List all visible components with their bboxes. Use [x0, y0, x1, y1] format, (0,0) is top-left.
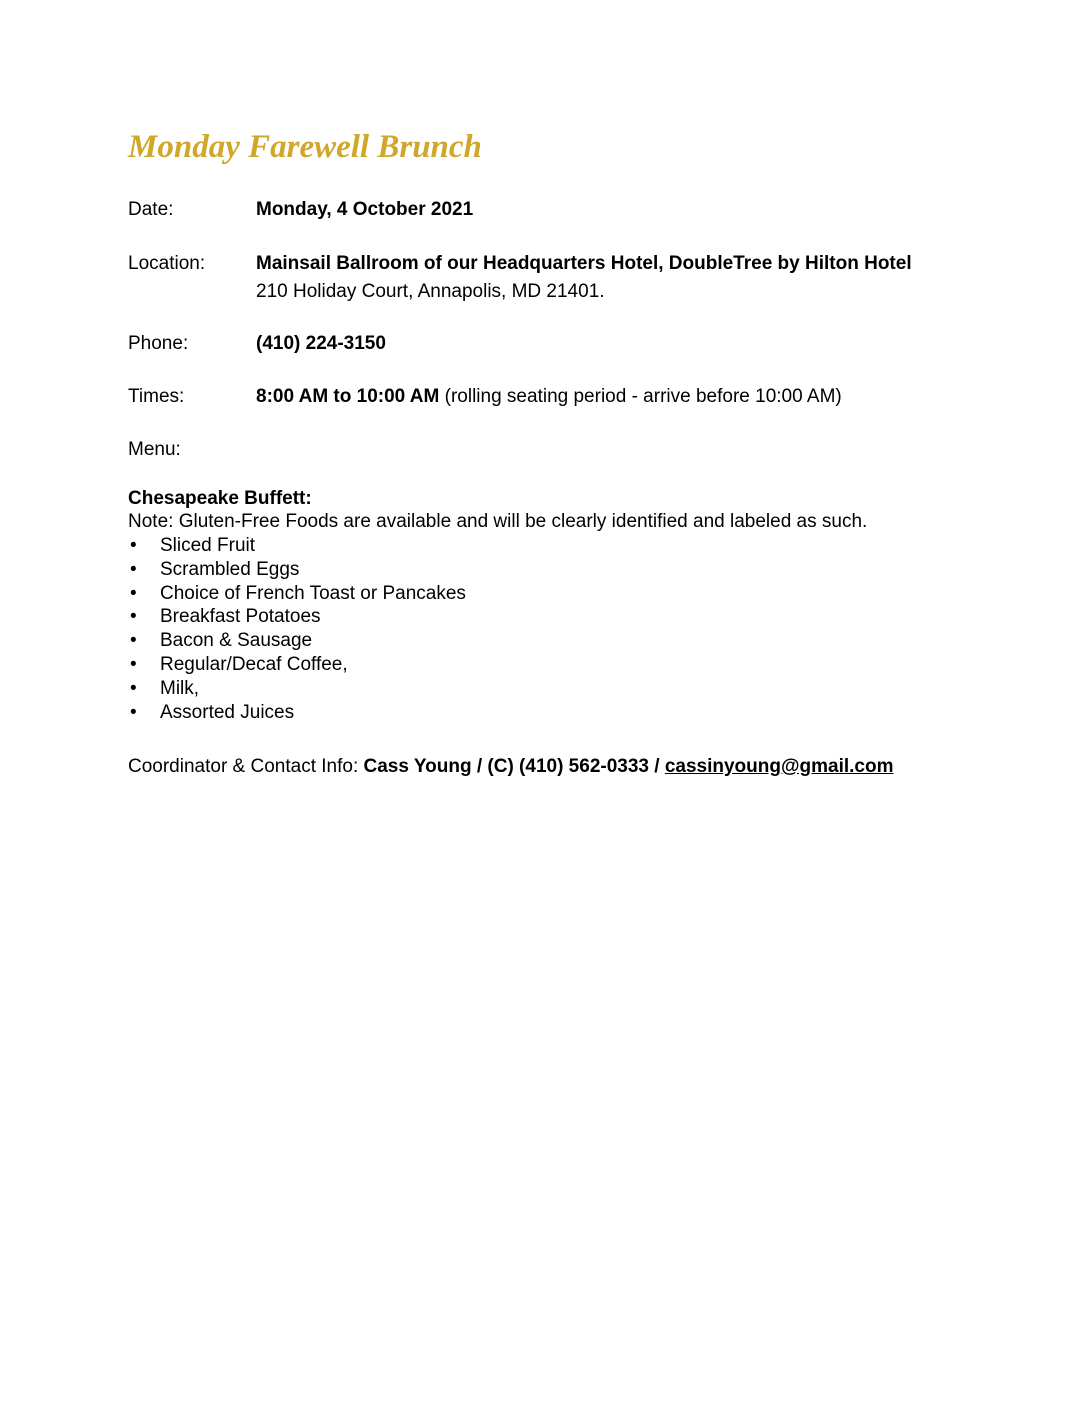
times-value-group [256, 384, 842, 410]
page-title: Monday Farewell Brunch [128, 129, 482, 165]
bullet-icon: • [130, 677, 137, 699]
list-item-label: Assorted Juices [160, 701, 295, 723]
bullet-icon: • [130, 701, 137, 723]
date-label: Date: [128, 199, 174, 220]
phone-label: Phone: [128, 333, 189, 354]
menu-label: Menu: [128, 439, 181, 460]
location-address: 210 Holiday Court, Annapolis, MD 21401. [256, 281, 605, 302]
list-item-label: Sliced Fruit [160, 535, 256, 556]
list-item-label: Choice of French Toast or Pancakes [160, 582, 466, 604]
bullet-icon: • [130, 630, 137, 652]
times-label: Times: [128, 386, 185, 407]
list-item [128, 629, 466, 653]
list-item-label: Scrambled Eggs [160, 558, 300, 580]
menu-heading: Chesapeake Buffett: [128, 488, 312, 509]
list-item [128, 534, 466, 558]
list-item-label: Breakfast Potatoes [160, 606, 321, 628]
list-item [128, 701, 466, 725]
menu-note: Note: Gluten-Free Foods are available and will be clearly identified and labeled as such. [128, 511, 868, 532]
location-label: Location: [128, 253, 206, 274]
contact-label: Coordinator & Contact Info: [128, 756, 364, 777]
list-item-label: Bacon & Sausage [160, 630, 313, 652]
bullet-icon: • [130, 558, 137, 580]
bullet-icon: • [130, 535, 137, 556]
list-item-label: Milk, [160, 677, 200, 699]
list-item [128, 677, 466, 701]
contact-name: Cass Young / (C) (410) 562-0333 / [363, 756, 665, 777]
list-item [128, 605, 466, 629]
list-item-label: Regular/Decaf Coffee, [160, 653, 348, 675]
times-note: (rolling seating period - arrive before 10:00 AM) [439, 386, 842, 407]
contact-line [128, 754, 893, 780]
list-item [128, 653, 466, 677]
bullet-icon: • [130, 606, 137, 628]
list-item [128, 558, 466, 582]
bullet-icon: • [130, 653, 137, 675]
date-value: Monday, 4 October 2021 [256, 199, 474, 220]
times-value: 8:00 AM to 10:00 AM [256, 386, 440, 407]
phone-value: (410) 224-3150 [256, 333, 386, 354]
list-item [128, 582, 466, 606]
contact-email-link[interactable]: cassinyoung@gmail.com [664, 756, 894, 777]
menu-list [128, 534, 466, 724]
bullet-icon: • [130, 582, 137, 604]
location-venue: Mainsail Ballroom of our Headquarters Hotel, DoubleTree by Hilton Hotel [256, 253, 912, 274]
